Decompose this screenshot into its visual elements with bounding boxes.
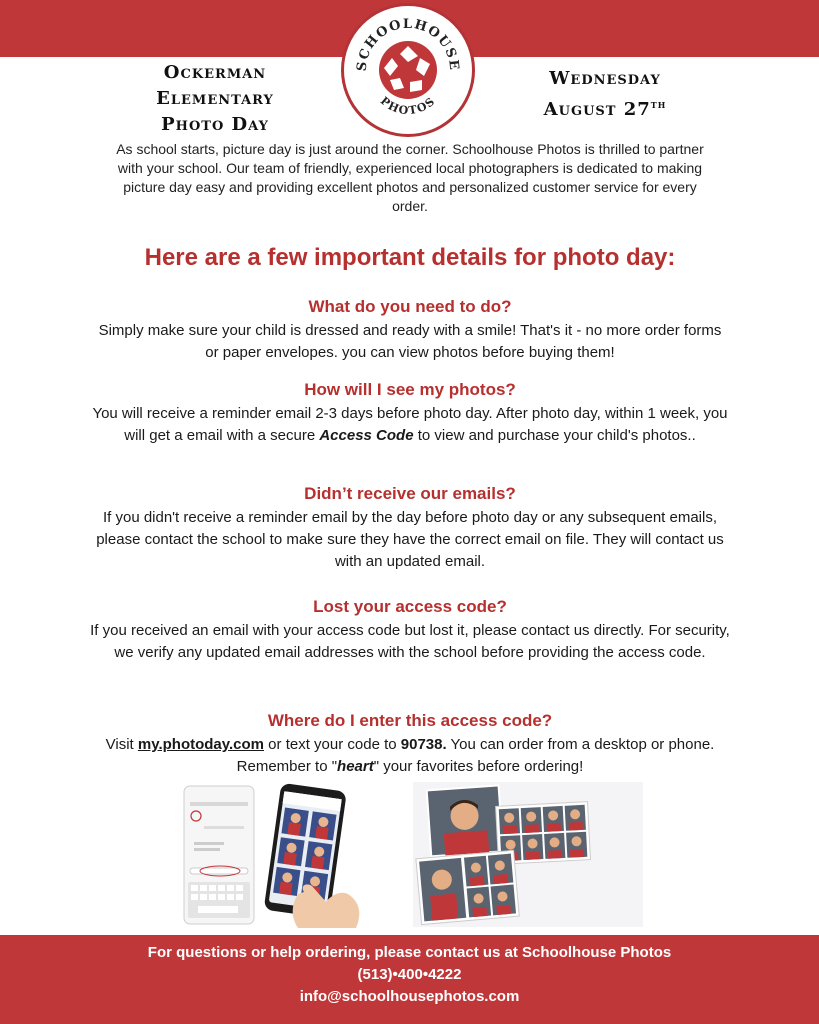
portrait-illustration <box>413 782 643 927</box>
photo-day-line: Photo Day <box>161 114 269 135</box>
phone-illustration <box>180 782 370 932</box>
section-heading: Where do I enter this access code? <box>267 711 553 730</box>
section-body: You will receive a reminder email 2-3 days before photo day. After photo day, within 1 week, you will get a email with a secure Access Code to view and purchase your child's photos.. <box>92 405 728 444</box>
section-heading: Lost your access code? <box>313 597 507 616</box>
photoday-link[interactable]: my.photoday.com <box>137 736 265 753</box>
footer-contact-line: For questions or help ordering, please contact us at Schoolhouse Photos <box>147 944 672 961</box>
footer-phone[interactable]: (513)•400•4222 <box>357 966 462 983</box>
section-body: Simply make sure your child is dressed and ready with a smile! That's it - no more order forms or paper envelopes. you can view photos before buying them! <box>98 322 722 361</box>
portrait-package-illustration <box>413 782 643 927</box>
section-what-to-do <box>90 296 730 364</box>
section-see-photos <box>90 379 730 447</box>
section-body: If you received an email with your access code but lost it, please contact us directly. For security, we verify any updated email addresses with the school before providing the access code. <box>90 622 730 661</box>
section-heading: How will I see my photos? <box>304 380 516 399</box>
access-code-emphasis: Access Code <box>319 427 414 444</box>
school-name-line-1: Ockerman <box>163 62 267 83</box>
footer-email[interactable]: info@schoolhousephotos.com <box>299 988 520 1005</box>
date-suffix: th <box>650 98 667 111</box>
section-lost-code <box>90 596 730 664</box>
main-heading: Here are a few important details for photo day: <box>144 244 676 271</box>
schoolhouse-photos-logo <box>341 3 475 137</box>
phone-ordering-illustration <box>180 782 370 932</box>
photo-day-date <box>505 66 705 123</box>
svg-text:PHOTOS: PHOTOS <box>377 94 439 118</box>
section-heading: What do you need to do? <box>308 297 512 316</box>
text-code-number: 90738. <box>400 736 447 753</box>
section-heading: Didn’t receive our emails? <box>304 484 516 503</box>
date: August 27th <box>543 98 667 120</box>
school-title <box>120 60 310 138</box>
section-no-emails <box>90 483 730 573</box>
school-name-line-2: Elementary <box>156 88 274 109</box>
heart-emphasis: heart <box>337 758 374 775</box>
intro-paragraph: As school starts, picture day is just around the corner. Schoolhouse Photos is thrilled to partner with your school. Our team of friendly, experienced local photographers is dedicated to making picture day easy and providing excellent photos and personalized customer service for every order. <box>116 141 704 214</box>
camera-aperture-icon <box>344 6 472 134</box>
section-enter-code <box>90 710 730 778</box>
section-body: If you didn't receive a reminder email by the day before photo day or any subsequent emails, please contact the school to make sure they have the correct email on file. They will contact us with an updated email. <box>96 509 724 570</box>
weekday: Wednesday <box>549 68 661 89</box>
contact-footer <box>0 935 819 1024</box>
section-body: Visit my.photoday.com or text your code to 90738. You can order from a desktop or phone. Remember to "heart" your favorites before ordering! <box>105 736 715 775</box>
svg-text:SCHOOLHOUSE: SCHOOLHOUSE <box>354 16 462 72</box>
